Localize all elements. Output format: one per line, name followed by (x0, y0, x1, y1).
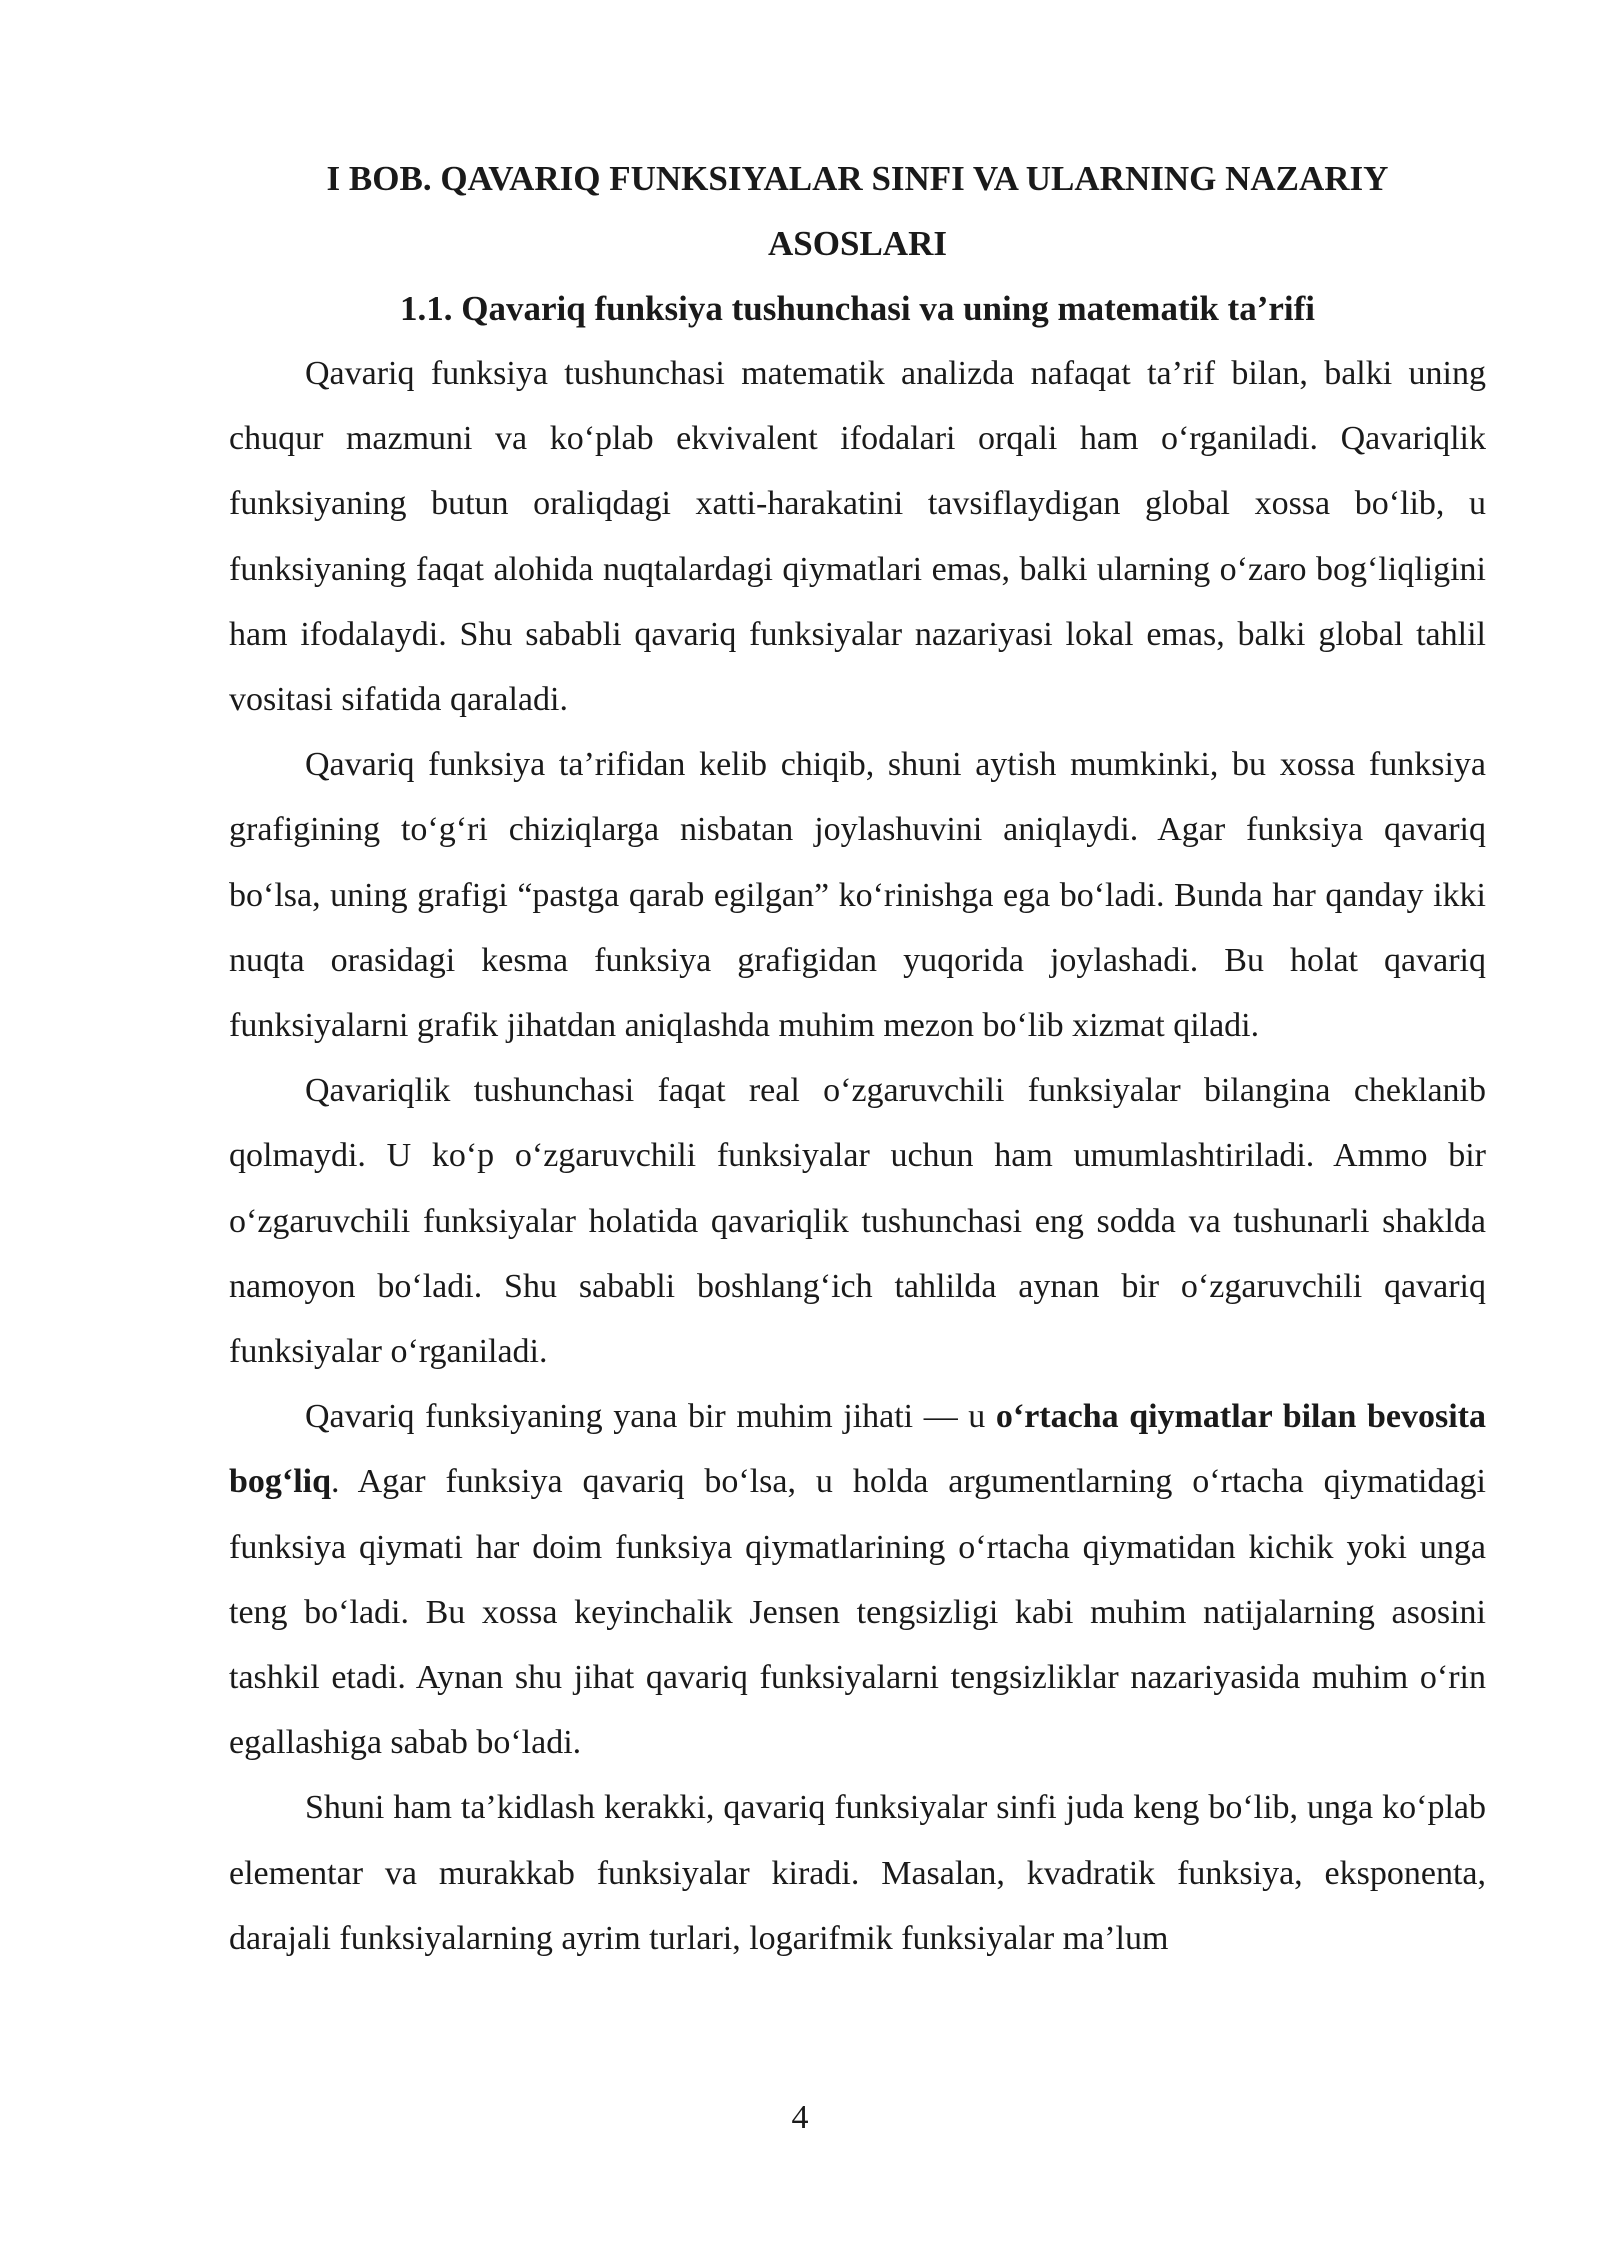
paragraph-4-text-after: . Agar funksiya qavariq bo‘lsa, u holda argumentlarning o‘rtacha qiymatidagi funksiya qiymati har doim funksiya qiymatlarining o‘rtacha qiymatidan kichik yoki unga teng bo‘ladi. Bu xossa keyinchalik Jensen tengsizligi kabi muhim natijalarning asosini tashkil etadi. Aynan shu jihat qavariq funksiyalarni tengsizliklar nazariyasida muhim o‘rin egallashiga sabab bo‘ladi. (229, 1463, 1486, 1762)
paragraph-1: Qavariq funksiya tushunchasi matematik analizda nafaqat ta’rif bilan, balki uning chuqur mazmuni va ko‘plab ekvivalent ifodalari orqali ham o‘rganiladi. Qavariqlik funksiyaning butun oraliqdagi xatti-harakatini tavsiflaydigan global xossa bo‘lib, u funksiyaning faqat alohida nuqtalardagi qiymatlari emas, balki ularning o‘zaro bog‘liqligini ham ifodalaydi. Shu sababli qavariq funksiyalar nazariyasi lokal emas, balki global tahlil vositasi sifatida qaraladi. (229, 355, 1486, 719)
paragraph-4-text-before: Qavariq funksiyaning yana bir muhim jihati — u (305, 1398, 996, 1436)
page-number: 4 (791, 2099, 809, 2136)
paragraph-4-bold-phrase: o‘rtacha qiymatlar bilan bevosita bog‘liq (229, 1398, 1486, 1501)
page-content (229, 146, 1486, 1971)
paragraph-5: Shuni ham ta’kidlash kerakki, qavariq funksiyalar sinfi juda keng bo‘lib, unga ko‘plab elementar va murakkab funksiyalar kiradi. Masalan, kvadratik funksiya, eksponenta, darajali funksiyalarning ayrim turlari, logarifmik funksiyalar ma’lum (229, 1789, 1486, 1957)
paragraph-2: Qavariq funksiya ta’rifidan kelib chiqib, shuni aytish mumkinki, bu xossa funksiya grafigining to‘g‘ri chiziqlarga nisbatan joylashuvini aniqlaydi. Agar funksiya qavariq bo‘lsa, uning grafigi “pastga qarab egilgan” ko‘rinishga ega bo‘ladi. Bunda har qanday ikki nuqta orasidagi kesma funksiya grafigidan yuqorida joylashadi. Bu holat qavariq funksiyalarni grafik jihatdan aniqlashda muhim mezon bo‘lib xizmat qiladi. (229, 746, 1486, 1045)
paragraph-3: Qavariqlik tushunchasi faqat real o‘zgaruvchili funksiyalar bilangina cheklanib qolmaydi. U ko‘p o‘zgaruvchili funksiyalar uchun ham umumlashtiriladi. Ammo bir o‘zgaruvchili funksiyalar holatida qavariqlik tushunchasi eng sodda va tushunarli shaklda namoyon bo‘ladi. Shu sababli boshlang‘ich tahlilda aynan bir o‘zgaruvchili qavariq funksiyalar o‘rganiladi. (229, 1072, 1486, 1371)
chapter-title-line-2: ASOSLARI (768, 224, 947, 263)
section-title: 1.1. Qavariq funksiya tushunchasi va uning matematik ta’rifi (400, 289, 1315, 328)
chapter-title-line-1: I BOB. QAVARIQ FUNKSIYALAR SINFI VA ULARNING NAZARIY (326, 159, 1389, 198)
paragraph-4 (229, 1384, 1486, 1775)
